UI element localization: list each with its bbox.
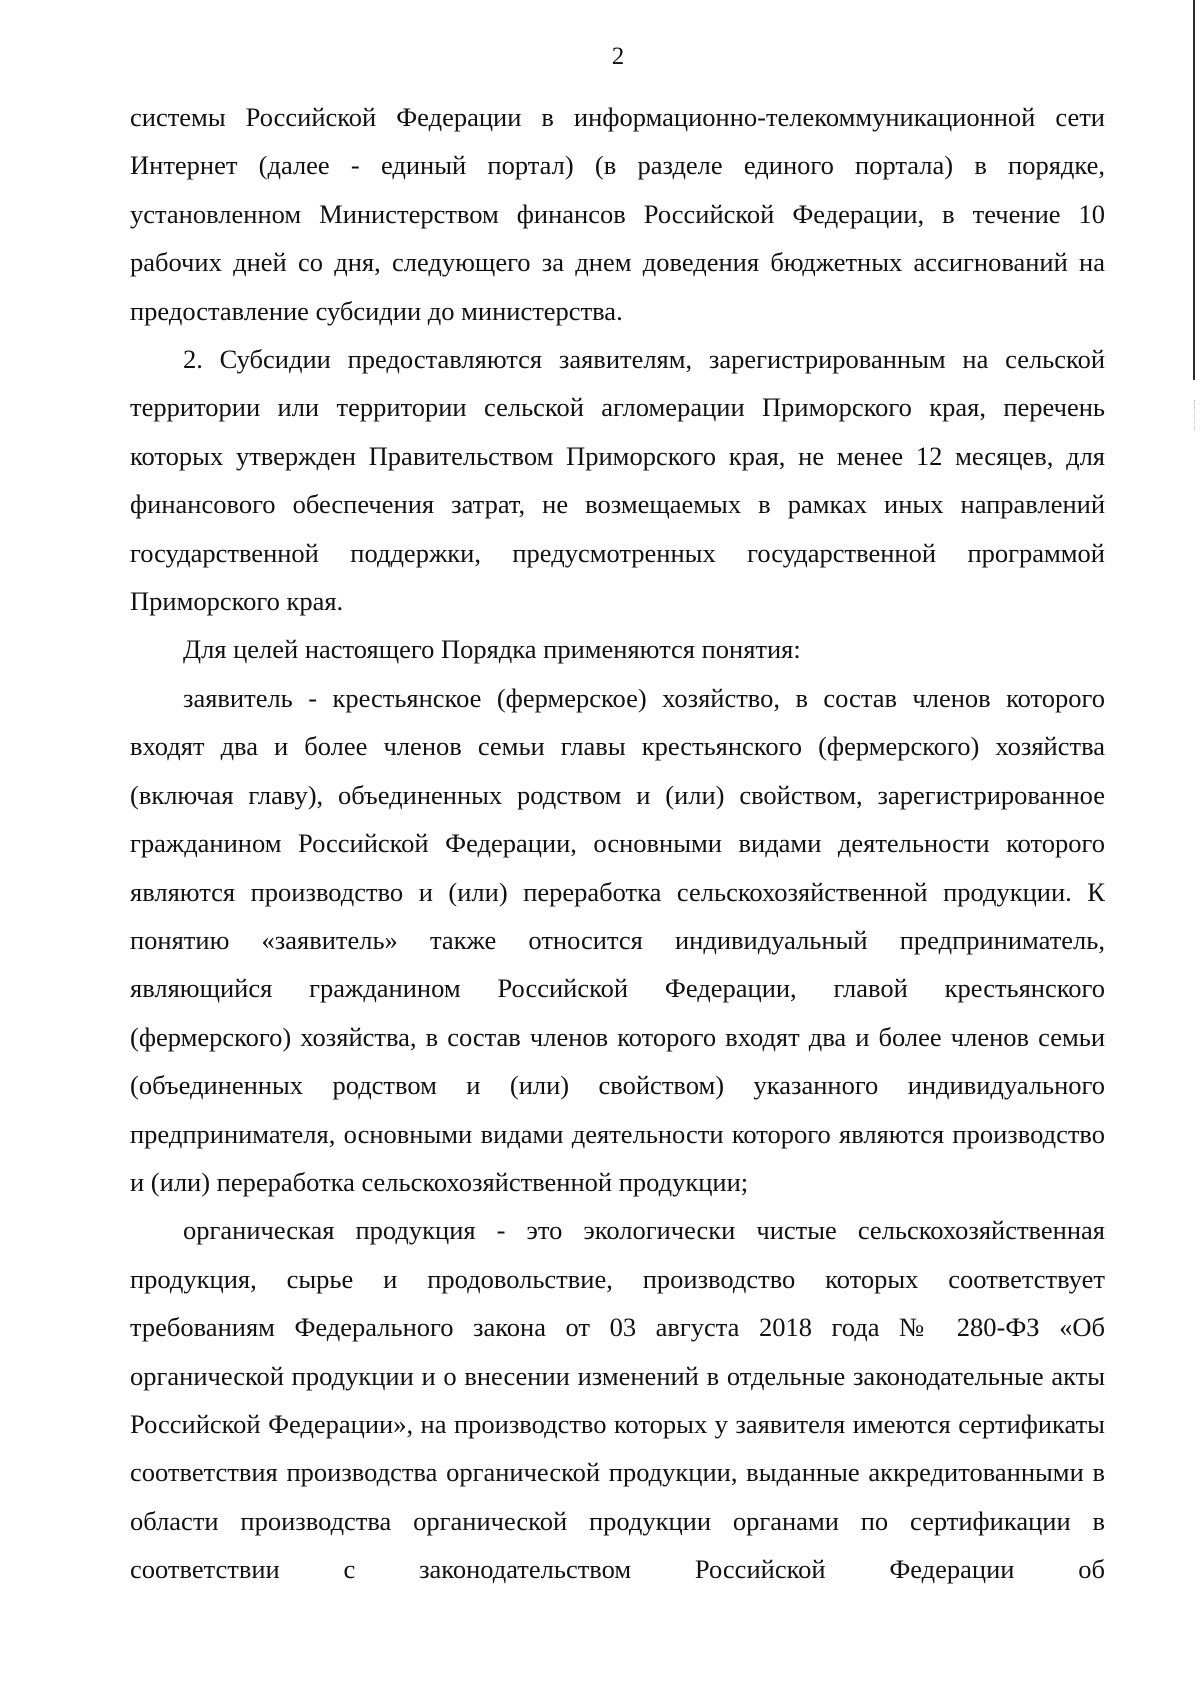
page-number: 2	[611, 43, 625, 70]
scan-edge-dots	[1194, 400, 1196, 430]
paragraph-definition-applicant: заявитель - крестьянское (фермерское) хозяйство, в состав членов которого входят два и более членов семьи главы крестьянского (фермерского) хозяйства (включая главу), объединенных родством и (или) свойством, зарегистрированное гражданином Российской Федерации, основными видами деятельности которого являются производство и (или) переработка сельскохозяйственной продукции. К понятию «заявитель» также относится индивидуальный предприниматель, являющийся гражданином Российской Федерации, главой крестьянского (фермерского) хозяйства, в состав членов которого входят два и более членов семьи (объединенных родством и (или) свойством) указанного индивидуального предпринимателя, основными видами деятельности которого являются производство и (или) переработка сельскохозяйственной продукции;	[130, 682, 1105, 1197]
paragraph-subsidy-conditions: 2. Субсидии предоставляются заявителям, зарегистрированным на сельской территории или территории сельской агломерации Приморского края, перечень которых утвержден Правительством Приморского края, не менее 12 месяцев, для финансового обеспечения затрат, не возмещаемых в рамках иных направлений государственной поддержки, предусмотренных государственной программой Приморского края.	[130, 344, 1105, 617]
scan-edge-line	[1193, 0, 1195, 380]
document-body	[130, 93, 1105, 1594]
paragraph-definition-organic-product: органическая продукция - это экологически чистые сельскохозяйственная продукция, сырье и продовольствие, производство которых соответствует требованиям Федерального закона от 03 августа 2018 года № 280-ФЗ «Об органической продукции и о внесении изменений в отдельные законодательные акты Российской Федерации», на производство которых у заявителя имеются сертификаты соответствия производства органической продукции, выданные аккредитованными в области производства органической продукции органами по сертификации в соответствии с законодательством Российской Федерации об	[130, 1215, 1105, 1585]
paragraph-definitions-intro: Для целей настоящего Порядка применяются понятия:	[183, 634, 801, 665]
paragraph-portal-publication: системы Российской Федерации в информационно-телекоммуникационной сети Интернет (далее - единый портал) (в разделе единого портала) в порядке, установленном Министерством финансов Российской Федерации, в течение 10 рабочих дней со дня, следующего за днем доведения бюджетных ассигнований на предоставление субсидии до министерства.	[130, 102, 1105, 326]
